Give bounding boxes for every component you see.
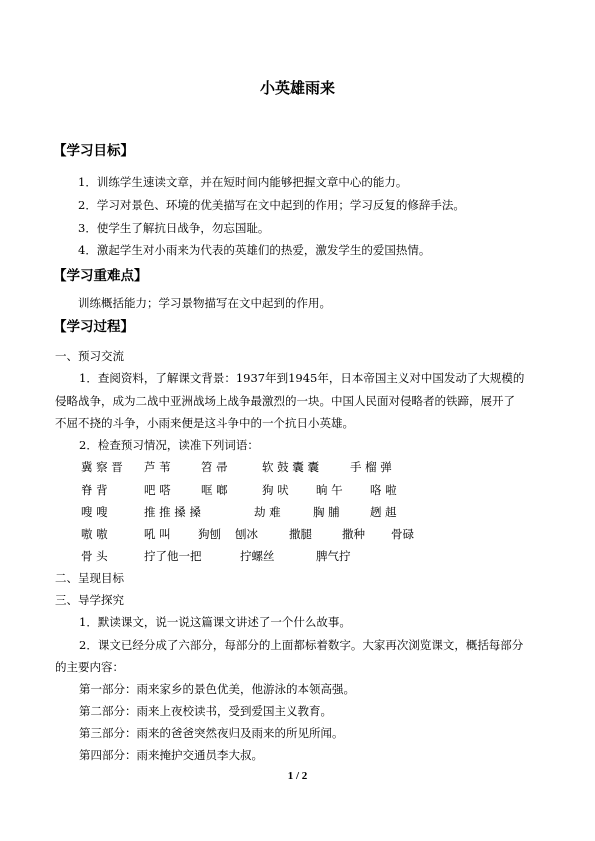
vocab-word: 脊 背	[81, 483, 108, 497]
vocab-word: 狗 吠	[262, 483, 289, 497]
vocab-row	[81, 549, 551, 563]
vocab-row	[81, 527, 551, 541]
paragraph-line: 侵略战争，成为二战中亚洲战场上战争最激烈的一块。中国人民面对侵略者的铁蹄，展开了	[55, 394, 515, 408]
vocab-word: 冀 察 晋	[81, 460, 123, 474]
vocab-word: 推 推 搡 搡	[144, 505, 201, 519]
heading-key-points: 【学习重难点】	[53, 268, 148, 284]
vocab-row	[81, 483, 551, 497]
vocab-word: 软 鼓 囊 囊	[262, 460, 319, 474]
paragraph-line: 1．默读课文，说一说这篇课文讲述了一个什么故事。	[79, 615, 351, 629]
part-summary: 第二部分：雨来上夜校读书，受到爱国主义教育。	[79, 704, 332, 718]
key-points-text: 训练概括能力；学习景物描写在文中起到的作用。	[78, 296, 331, 310]
vocab-word: 脾气拧	[316, 549, 351, 563]
vocab-word: 晌 午	[316, 483, 343, 497]
vocab-word: 哐 啷	[201, 483, 228, 497]
part-summary: 第四部分：雨来掩护交通员李大叔。	[79, 748, 263, 762]
goal-item: 1．训练学生速读文章，并在短时间内能够把握文章中心的能力。	[78, 175, 408, 189]
paragraph-line: 1．查阅资料，了解课文背景：1937年到1945年，日本帝国主义对中国发动了大规模的	[79, 371, 525, 385]
vocab-word: 骨 头	[81, 549, 108, 563]
part-summary: 第三部分：雨来的爸爸突然夜归及雨来的所见所闻。	[79, 726, 344, 740]
heading-learning-goals: 【学习目标】	[53, 143, 134, 159]
part-heading-inquiry: 三、导学探究	[55, 593, 124, 607]
vocab-word: 骨碌	[391, 527, 414, 541]
goal-item: 4．激起学生对小雨来为代表的英雄们的热爱，激发学生的爱国热情。	[78, 243, 431, 257]
vocab-word: 撒种	[342, 527, 365, 541]
part-heading-preview: 一、预习交流	[55, 349, 124, 363]
vocab-word: 劫 难	[254, 505, 281, 519]
vocab-word: 撒腿	[289, 527, 312, 541]
vocab-word: 拧螺丝	[240, 549, 275, 563]
vocab-word: 嗷 嗷	[81, 527, 108, 541]
vocab-word: 狗刨	[198, 527, 221, 541]
page-number: 1 / 2	[287, 770, 308, 782]
vocab-row	[81, 460, 551, 474]
paragraph-line: 不屈不挠的斗争，小雨来便是这斗争中的一个抗日小英雄。	[55, 416, 354, 430]
part-heading-goals: 二、呈现目标	[55, 571, 124, 585]
vocab-word: 拧了他一把	[144, 549, 202, 563]
paragraph-line: 2．检查预习情况，读准下列词语：	[79, 438, 259, 452]
vocab-word: 胸 脯	[313, 505, 340, 519]
vocab-word: 咯 啦	[370, 483, 397, 497]
part-summary: 第一部分：雨来家乡的景色优美，他游泳的本领高强。	[79, 682, 355, 696]
paragraph-line: 2．课文已经分成了六部分，每部分的上面都标着数字。大家再次浏览课文，概括每部分	[79, 638, 524, 652]
vocab-word: 笤 帚	[201, 460, 228, 474]
vocab-word: 芦 苇	[144, 460, 171, 474]
vocab-word: 趔 趄	[370, 505, 397, 519]
vocab-word: 手 榴 弹	[350, 460, 392, 474]
vocab-row	[81, 505, 551, 519]
goal-item: 3．使学生了解抗日战争，勿忘国耻。	[78, 221, 270, 235]
vocab-word: 吼 叫	[144, 527, 171, 541]
goal-item: 2．学习对景色、环境的优美描写在文中起到的作用；学习反复的修辞手法。	[78, 198, 465, 212]
paragraph-line: 的主要内容：	[55, 660, 124, 674]
vocab-word: 嗖 嗖	[81, 505, 108, 519]
page-title: 小英雄雨来	[259, 79, 335, 97]
vocab-word: 刨冰	[235, 527, 258, 541]
vocab-word: 吧 嗒	[144, 483, 171, 497]
heading-learning-process: 【学习过程】	[53, 319, 134, 335]
